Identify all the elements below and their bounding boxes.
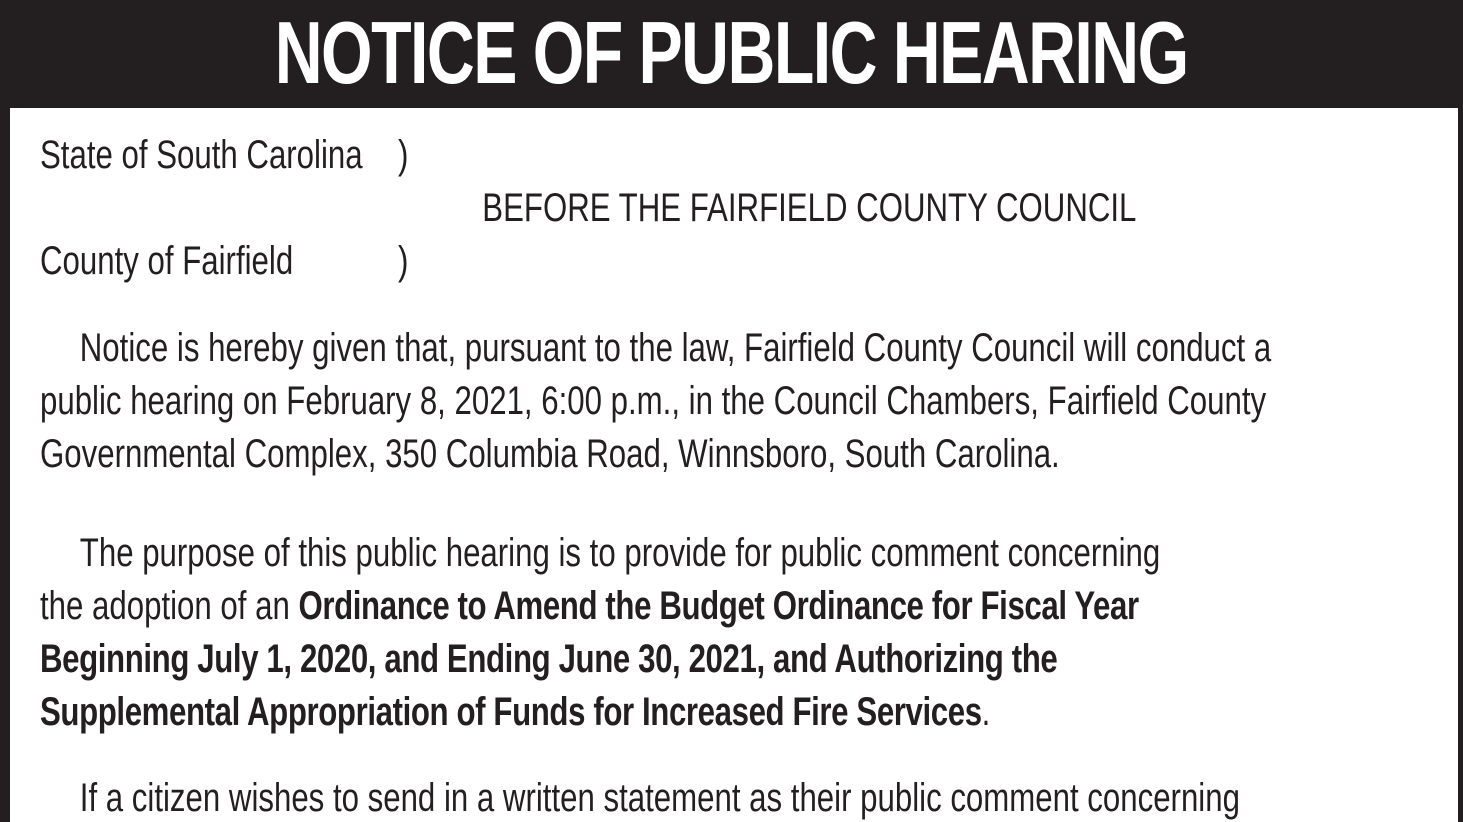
page-border-right bbox=[1458, 108, 1463, 822]
text-line: Governmental Complex, 350 Columbia Road, Winnsboro, South Carolina. bbox=[40, 432, 1060, 476]
paragraph-written-comment bbox=[40, 772, 1413, 822]
text-line: public hearing on February 8, 2021, 6:00 p.m., in the Council Chambers, Fairfield County bbox=[40, 379, 1267, 423]
text-line: Notice is hereby given that, pursuant to the law, Fairfield County Council will conduct a bbox=[79, 326, 1272, 370]
notice-header-banner bbox=[0, 0, 1463, 108]
paragraph-purpose bbox=[40, 527, 1413, 739]
ordinance-title-bold-text: Ordinance to Amend the Budget Ordinance for Fiscal Year bbox=[298, 584, 1139, 628]
text-line bbox=[40, 633, 1413, 686]
text-line bbox=[40, 580, 1413, 633]
text-line: The purpose of this public hearing is to provide for public comment concerning bbox=[79, 531, 1161, 575]
caption-county-text: County of Fairfield bbox=[40, 239, 294, 283]
ordinance-title-bold-text: Beginning July 1, 2020, and Ending June 30, 2021, and Authorizing the bbox=[40, 637, 1058, 681]
paragraph-hearing-details bbox=[40, 322, 1413, 481]
notice-title: NOTICE OF PUBLIC HEARING bbox=[275, 4, 1188, 103]
page-border-left bbox=[0, 108, 10, 822]
caption-county-paren: ) bbox=[398, 239, 409, 283]
text-line: If a citizen wishes to send in a written statement as their public comment concerning bbox=[79, 776, 1240, 820]
purpose-regular-text: the adoption of an bbox=[40, 584, 299, 628]
caption-state-paren: ) bbox=[398, 133, 409, 177]
legal-caption bbox=[40, 129, 1413, 288]
text-line bbox=[40, 686, 1413, 739]
caption-state-text: State of South Carolina bbox=[40, 133, 363, 177]
caption-court-row: BEFORE THE FAIRFIELD COUNTY COUNCIL bbox=[482, 186, 1137, 230]
ordinance-title-bold-text: Supplemental Appropriation of Funds for Increased Fire Services bbox=[40, 690, 982, 734]
notice-body bbox=[40, 108, 1413, 822]
caption-county-row bbox=[40, 235, 1413, 288]
caption-state-row bbox=[40, 129, 1413, 182]
purpose-regular-text: . bbox=[981, 690, 991, 734]
